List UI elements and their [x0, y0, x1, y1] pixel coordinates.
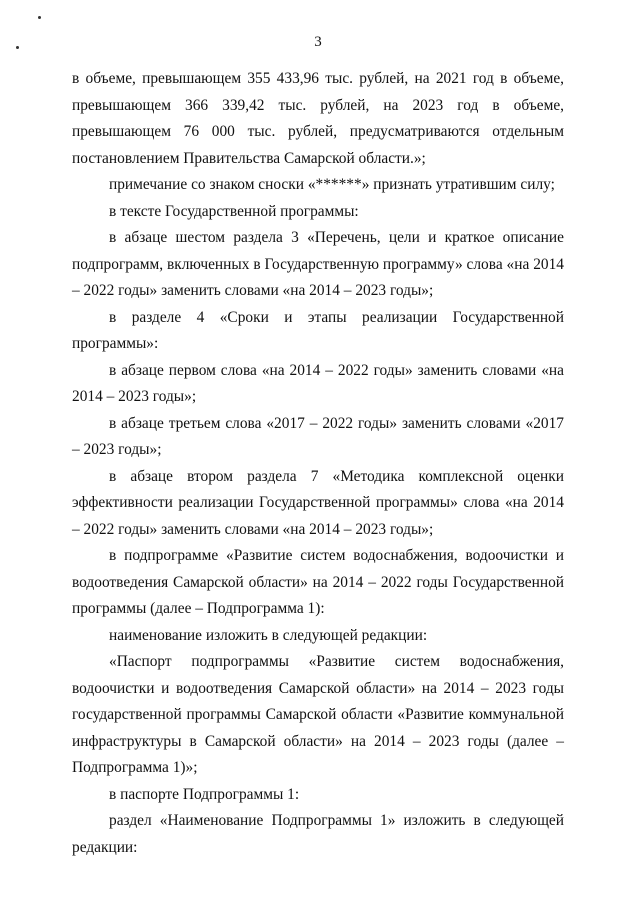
paragraph: в абзаце третьем слова «2017 – 2022 годы» заменить словами «2017 – 2023 годы»; [72, 414, 564, 458]
paragraph: примечание со знаком сноски «******» признать утратившим силу; [109, 176, 555, 193]
scan-speck [38, 16, 41, 19]
paragraph: в объеме, превышающем 355 433,96 тыс. рублей, на 2021 год в объеме, превышающем 366 339,42 тыс. рублей, на 2023 год в объеме, превышающем 76 000 тыс. рублей, предусматриваются отдельным постановлением Правительства Самарской области.»; [72, 70, 564, 167]
paragraph: в подпрограмме «Развитие систем водоснабжения, водоочистки и водоотведения Самарской области» на 2014 – 2022 годы Государственной программы (далее – Подпрограмма 1): [72, 547, 564, 617]
paragraph: в абзаце шестом раздела 3 «Перечень, цели и краткое описание подпрограмм, включенных в Государственную программу» слова «на 2014 – 2022 годы» заменить словами «на 2014 – 2023 годы»; [72, 229, 564, 299]
paragraph: наименование изложить в следующей редакции: [109, 626, 428, 644]
paragraph: в паспорте Подпрограммы 1: [109, 785, 300, 803]
document-body [72, 66, 564, 861]
paragraph: в разделе 4 «Сроки и этапы реализации Государственной программы»: [72, 308, 564, 352]
page-number: 3 [314, 34, 322, 50]
paragraph: в абзаце первом слова «на 2014 – 2022 годы» заменить словами «на 2014 – 2023 годы»; [72, 361, 564, 405]
paragraph: раздел «Наименование Подпрограммы 1» изложить в следующей редакции: [72, 812, 564, 856]
paragraph: в абзаце втором раздела 7 «Методика комплексной оценки эффективности реализации Государственной программы» слова «на 2014 – 2022 годы» заменить словами «на 2014 – 2023 годы»; [72, 467, 564, 538]
paragraph: «Паспорт подпрограммы «Развитие систем водоснабжения, водоочистки и водоотведения Самарской области» на 2014 – 2023 годы государственной программы Самарской области «Развитие коммунальной инфраструктуры в Самарской области» на 2014 – 2023 годы (далее – Подпрограмма 1)»; [72, 653, 564, 776]
paragraph: в тексте Государственной программы: [109, 202, 359, 220]
